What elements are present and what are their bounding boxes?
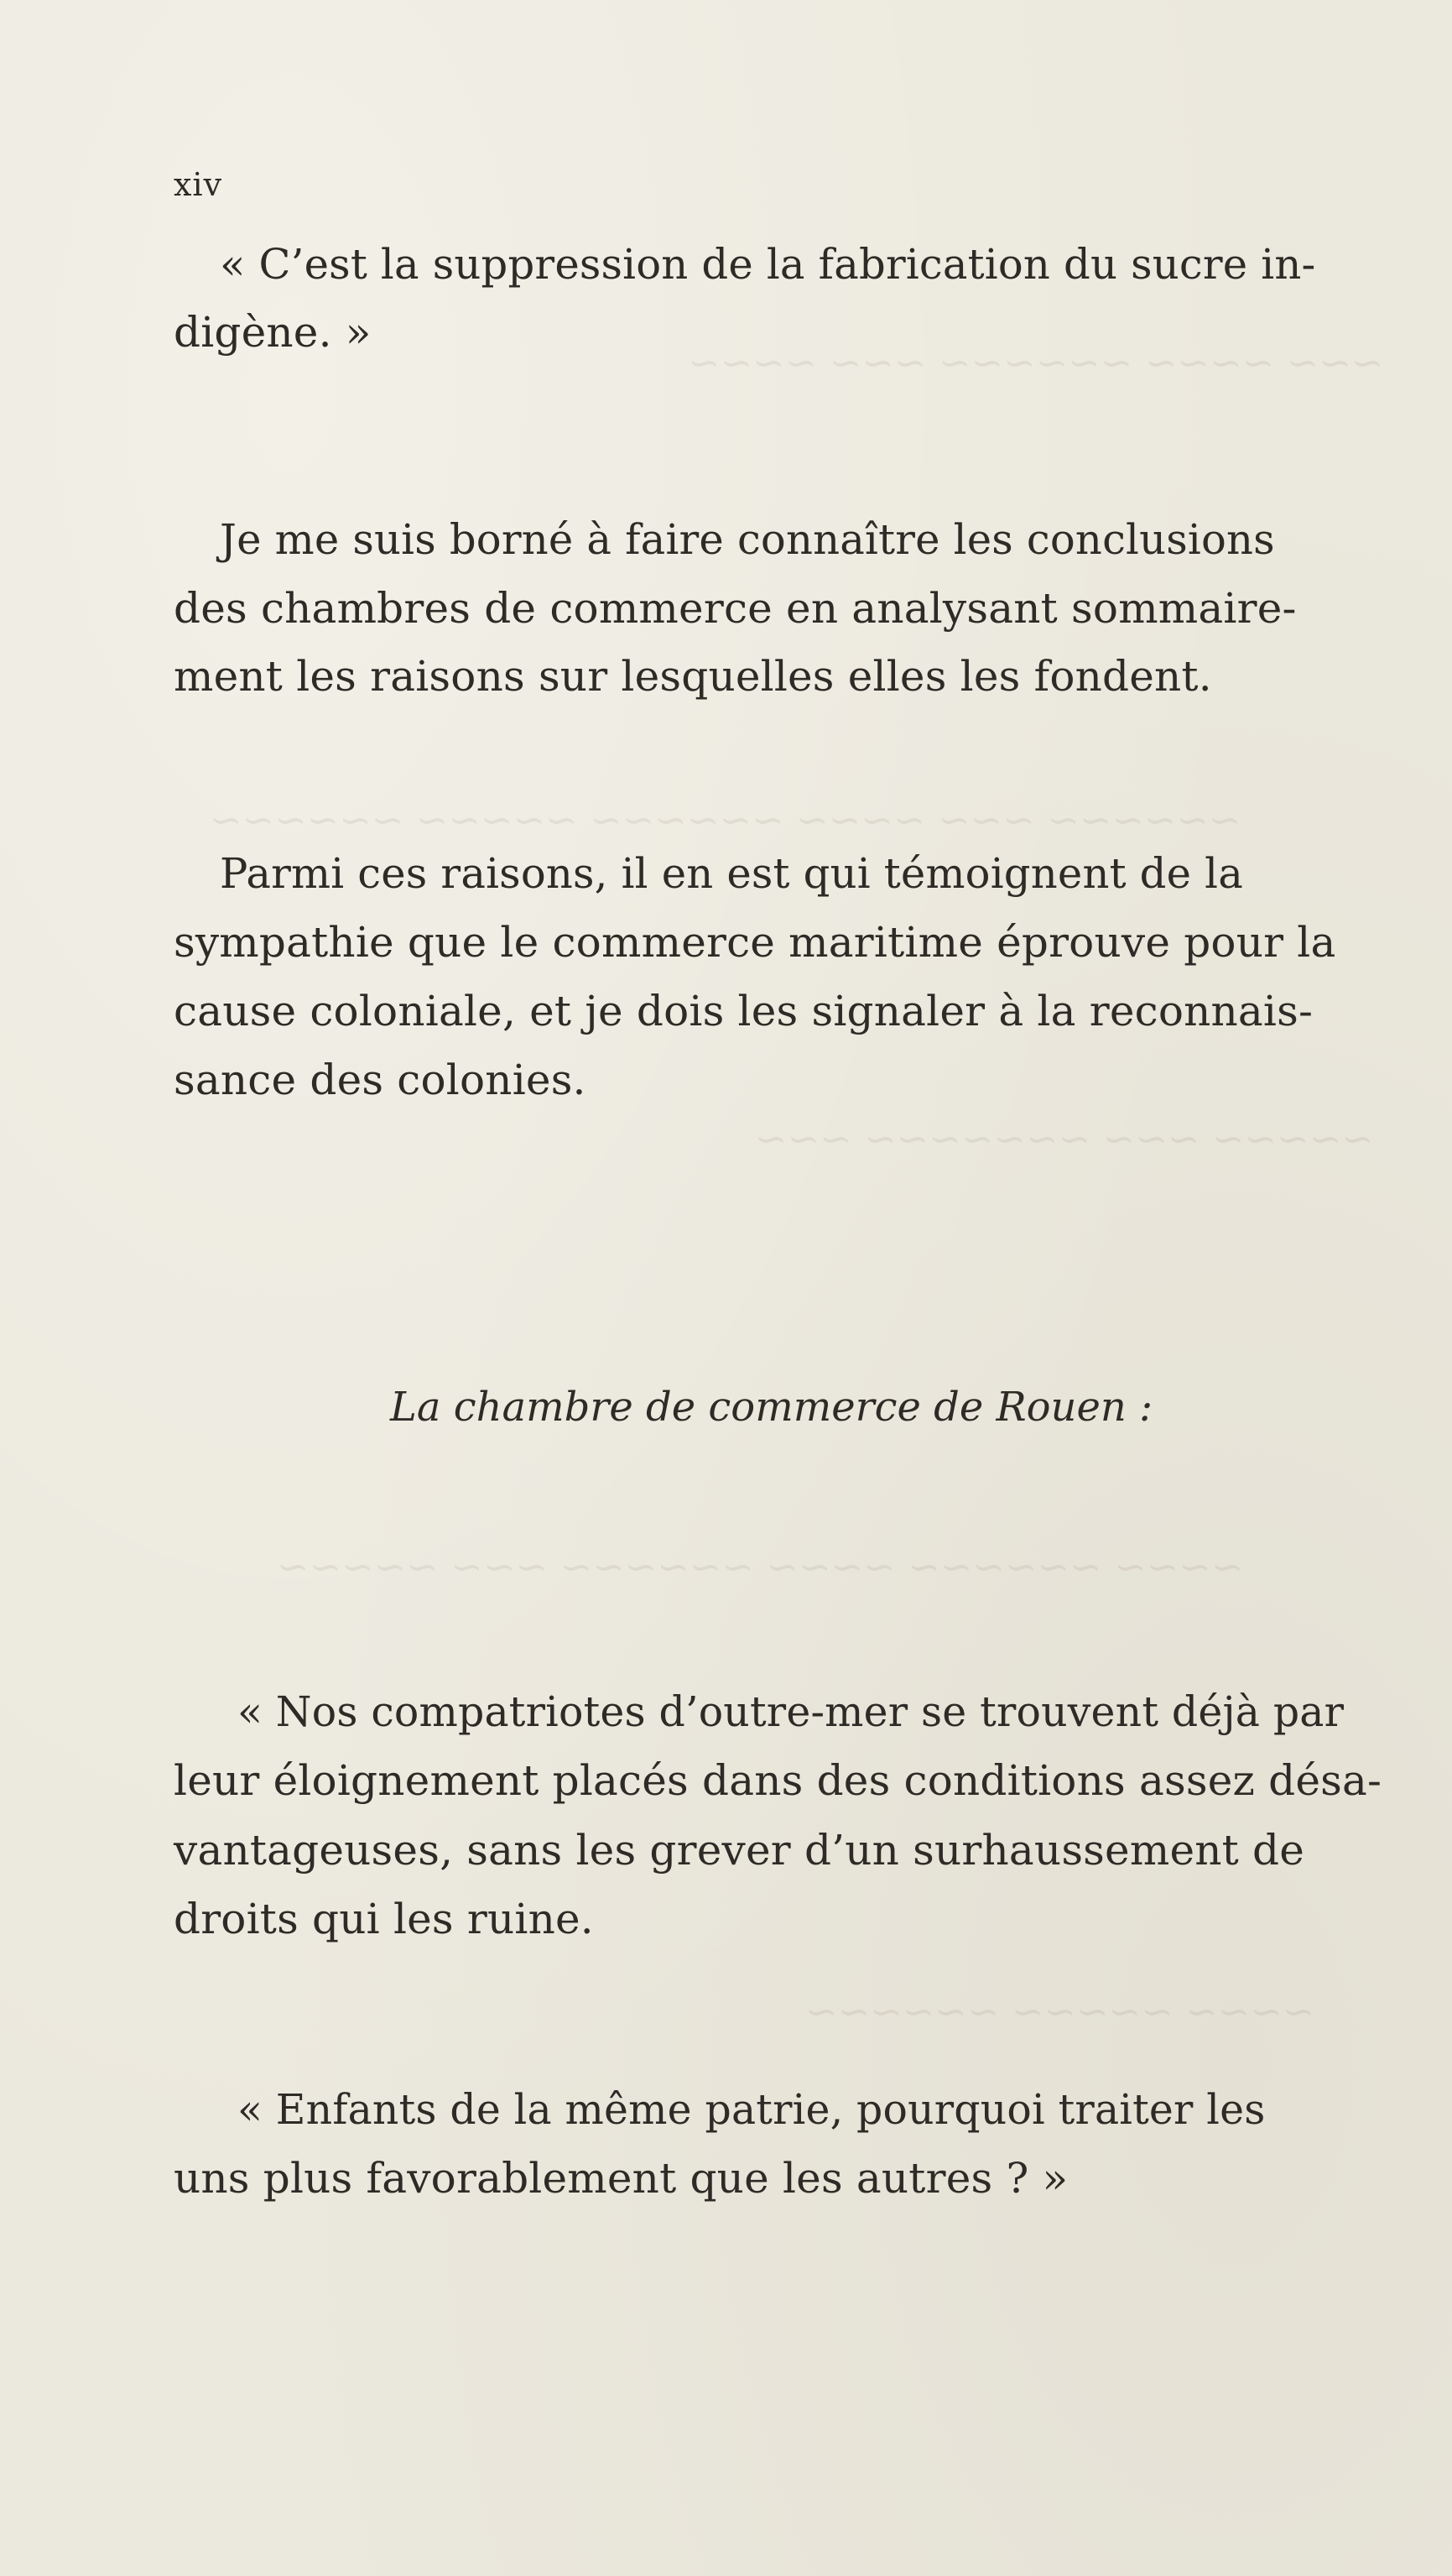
text-line: « Nos compatriotes d’outre-mer se trouvent déjà par	[237, 1687, 1345, 1736]
text-line: Parmi ces raisons, il en est qui témoignent de la	[220, 849, 1243, 898]
page-number: xiv	[174, 166, 223, 203]
text-line: droits qui les ruine.	[174, 1895, 594, 1943]
section-heading: La chambre de commerce de Rouen :	[390, 1384, 1153, 1431]
show-through-texture: ~~~ ~~~~ ~~~~~~ ~~~ ~~~~	[688, 340, 1384, 385]
show-through-texture: ~~~~ ~~~~~~ ~~~~ ~~~~~~ ~~~ ~~~~~	[277, 1544, 1244, 1589]
text-line: des chambres de commerce en analysant sommaire-	[174, 584, 1297, 633]
text-line: sance des colonies.	[174, 1056, 586, 1104]
text-line: « Enfants de la même patrie, pourquoi traiter les	[237, 2085, 1266, 2134]
text-line: « C’est la suppression de la fabrication du sucre in-	[220, 240, 1316, 289]
show-through-texture: ~~~~~ ~~~ ~~~~~~~ ~~~	[755, 1116, 1374, 1161]
text-line: ment les raisons sur lesquelles elles les fondent.	[174, 652, 1212, 701]
text-line: sympathie que le commerce maritime éprouve pour la	[174, 918, 1336, 967]
text-line: Je me suis borné à faire connaître les conclusions	[220, 515, 1275, 564]
text-line: uns plus favorablement que les autres ? »	[174, 2154, 1069, 2203]
show-through-texture: ~~~~ ~~~~~ ~~~~~~	[805, 1989, 1315, 2034]
text-line: vantageuses, sans les grever d’un surhaussement de	[174, 1826, 1305, 1875]
text-line: cause coloniale, et je dois les signaler à la reconnais-	[174, 987, 1314, 1035]
text-line: leur éloignement placés dans des conditions assez désa-	[174, 1756, 1382, 1805]
text-line: digène. »	[174, 308, 372, 357]
show-through-texture: ~~~~~~ ~~~ ~~~~ ~~~~~~ ~~~~~ ~~~~~~	[210, 797, 1241, 842]
